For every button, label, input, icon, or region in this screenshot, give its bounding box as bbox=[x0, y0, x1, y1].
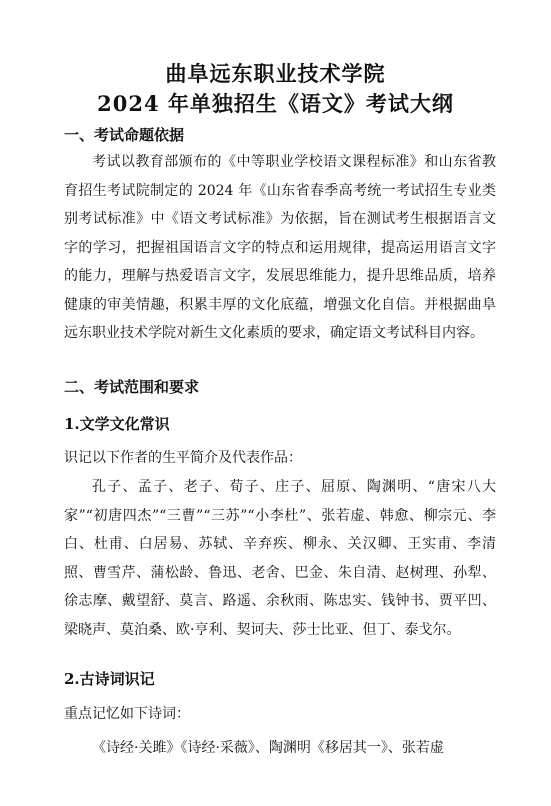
subsection1-intro: 识记以下作者的生平简介及代表作品： bbox=[64, 450, 302, 466]
subsection2-intro: 重点记忆如下诗词： bbox=[64, 706, 190, 722]
section2-heading: 二、考试范围和要求 bbox=[64, 378, 200, 396]
section1-paragraph: 考试以教育部颁布的《中等职业学校语文课程标准》和山东省教育招生考试院制定的 2024 年《山东省春季高考统一考试招生专业类别考试标准》中《语文考试标准》为依据，旨在测试考生根据语言文字的学习，把握祖国语言文字的特点和运用规律，提高运用语言文字的能力，理解与热爱语言文字，发展思维能力，提升思维品质，培养健康的审美情趣，积累丰厚的文化底蕴，增强文化自信。并根据曲阜远东职业技术学院对新生文化素质的要求，确定语文考试科目内容。 bbox=[64, 154, 496, 341]
subsection2-heading: 2.古诗词识记 bbox=[64, 670, 155, 688]
document-title-school: 曲阜远东职业技术学院 bbox=[165, 61, 386, 86]
authors-list: 孔子、孟子、老子、荀子、庄子、屈原、陶渊明、“唐宋八大家”“初唐四杰”“三曹”“三苏”“小李杜”、张若虚、韩愈、柳宗元、李白、杜甫、白居易、苏轼、辛弃疾、柳永、关汉卿、王实甫、李清照、曹雪芹、蒲松龄、鲁迅、老舍、巴金、朱自清、赵树理、孙犁、徐志摩、戴望舒、莫言、路遥、余秋雨、陈忠实、钱钟书、贾平凹、梁晓声、莫泊桑、欧·亨利、契诃夫、莎士比亚、但丁、泰戈尔。 bbox=[64, 479, 496, 638]
section1-heading: 一、考试命题依据 bbox=[64, 126, 185, 144]
poems-list: 《诗经·关雎》《诗经·采薇》、陶渊明《移居其一》、张若虚 bbox=[92, 740, 444, 756]
document-title-exam: 2024 年单独招生《语文》考试大纲 bbox=[97, 91, 454, 116]
subsection1-heading: 1.文学文化常识 bbox=[64, 415, 170, 433]
